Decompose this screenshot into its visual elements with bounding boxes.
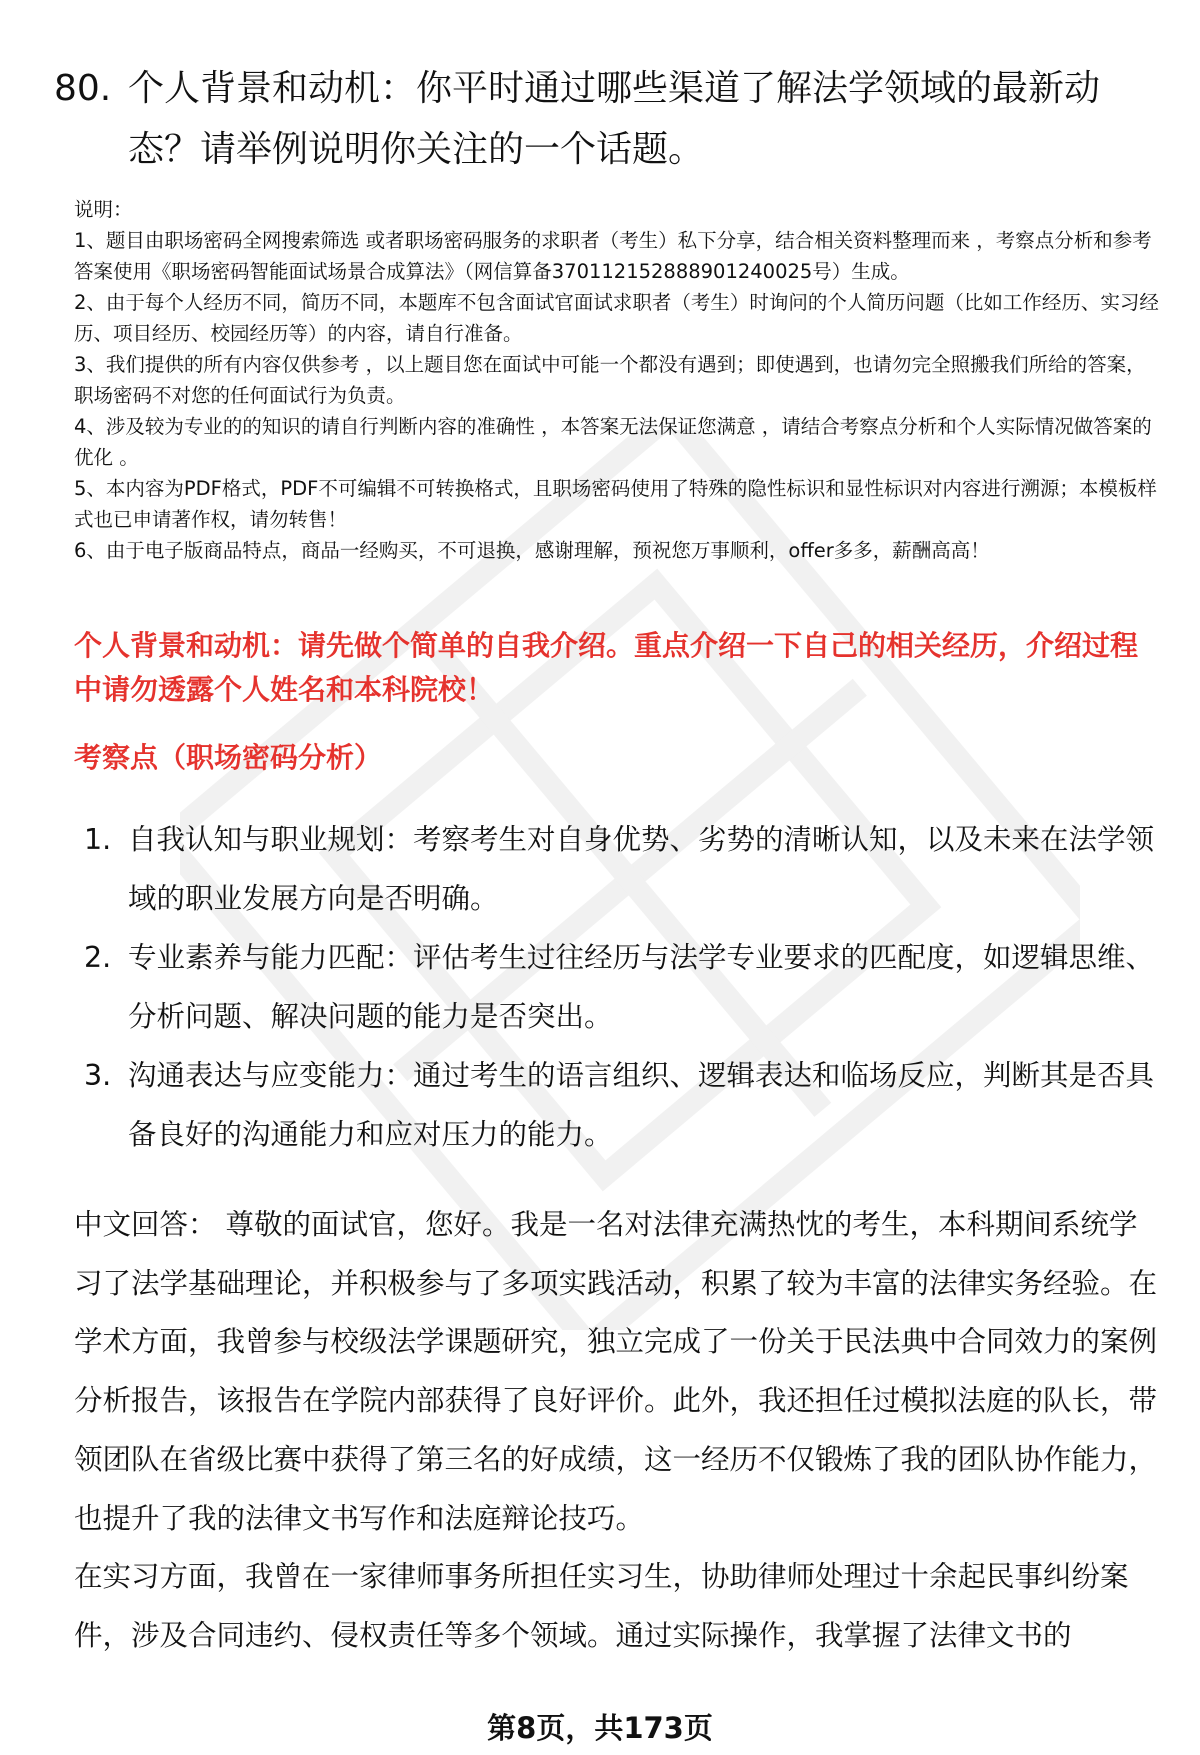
note-item: 2、由于每个人经历不同，简历不同，本题库不包含面试官面试求职者（考生）时询问的个人简历问题（比如工作经历、实习经历、项目经历、校园经历等）的内容，请自行准备。 [74,291,1159,345]
note-item: 4、涉及较为专业的的知识的请自行判断内容的准确性 ，本答案无法保证您满意 ，请结合考察点分析和个人实际情况做答案的优化 。 [74,415,1152,469]
question-number: 80. [54,68,112,109]
note-item: 1、题目由职场密码全网搜索筛选 或者职场密码服务的求职者（考生）私下分享，结合相关资料整理而来 ，考察点分析和参考答案使用《职场密码智能面试场景合成算法》（网信算备370112152888901240025号）生成。 [74,229,1152,283]
note-item: 5、本内容为PDF格式，PDF不可编辑不可转换格式，且职场密码使用了特殊的隐性标识和显性标识对内容进行溯源；本模板样式也已申请著作权，请勿转售！ [74,477,1157,531]
answer-section [74,1196,1160,1666]
point-number: 2. [84,941,112,974]
question-text: 个人背景和动机：你平时通过哪些渠道了解法学领域的最新动态？请举例说明你关注的一个话题。 [128,68,1101,170]
note-item: 6、由于电子版商品特点，商品一经购买，不可退换，感谢理解，预祝您万事顺利，offer多多，薪酬高高！ [74,539,990,562]
analysis-points [74,810,1154,1164]
analysis-point [74,810,1154,928]
point-text: 沟通表达与应变能力：通过考生的语言组织、逻辑表达和临场反应，判断其是否具备良好的沟通能力和应对压力的能力。 [128,1059,1155,1151]
prompt-heading: 个人背景和动机：请先做个简单的自我介绍。重点介绍一下自己的相关经历，介绍过程中请勿透露个人姓名和本科院校！ [74,629,1139,706]
analysis-point [74,928,1154,1046]
answer-paragraph: 中文回答： 尊敬的面试官，您好。我是一名对法律充满热忱的考生，本科期间系统学习了法学基础理论，并积极参与了多项实践活动，积累了较为丰富的法律实务经验。在学术方面，我曾参与校级法学课题研究，独立完成了一份关于民法典中合同效力的案例分析报告，该报告在学院内部获得了良好评价。此外，我还担任过模拟法庭的队长，带领团队在省级比赛中获得了第三名的好成绩，这一经历不仅锻炼了我的团队协作能力，也提升了我的法律文书写作和法庭辩论技巧。 [74,1208,1158,1535]
notes-section [74,194,1164,566]
analysis-point [74,1046,1154,1164]
analysis-title: 考察点（职场密码分析） [74,741,383,774]
question-title [54,58,1134,180]
notes-heading: 说明： [74,198,133,221]
point-text: 自我认知与职业规划：考察考生对自身优势、劣势的清晰认知，以及未来在法学领域的职业发展方向是否明确。 [128,823,1155,915]
point-text: 专业素养与能力匹配：评估考生过往经历与法学专业要求的匹配度，如逻辑思维、分析问题、解决问题的能力是否突出。 [128,941,1155,1033]
point-number: 3. [84,1059,112,1092]
page-number: 第8页，共173页 [487,1711,713,1745]
note-item: 3、我们提供的所有内容仅供参考 ，以上题目您在面试中可能一个都没有遇到；即使遇到，也请勿完全照搬我们所给的答案，职场密码不对您的任何面试行为负责。 [74,353,1146,407]
answer-paragraph: 在实习方面，我曾在一家律师事务所担任实习生，协助律师处理过十余起民事纠纷案件，涉及合同违约、侵权责任等多个领域。通过实际操作，我掌握了法律文书的 [74,1560,1129,1652]
point-number: 1. [84,823,112,856]
